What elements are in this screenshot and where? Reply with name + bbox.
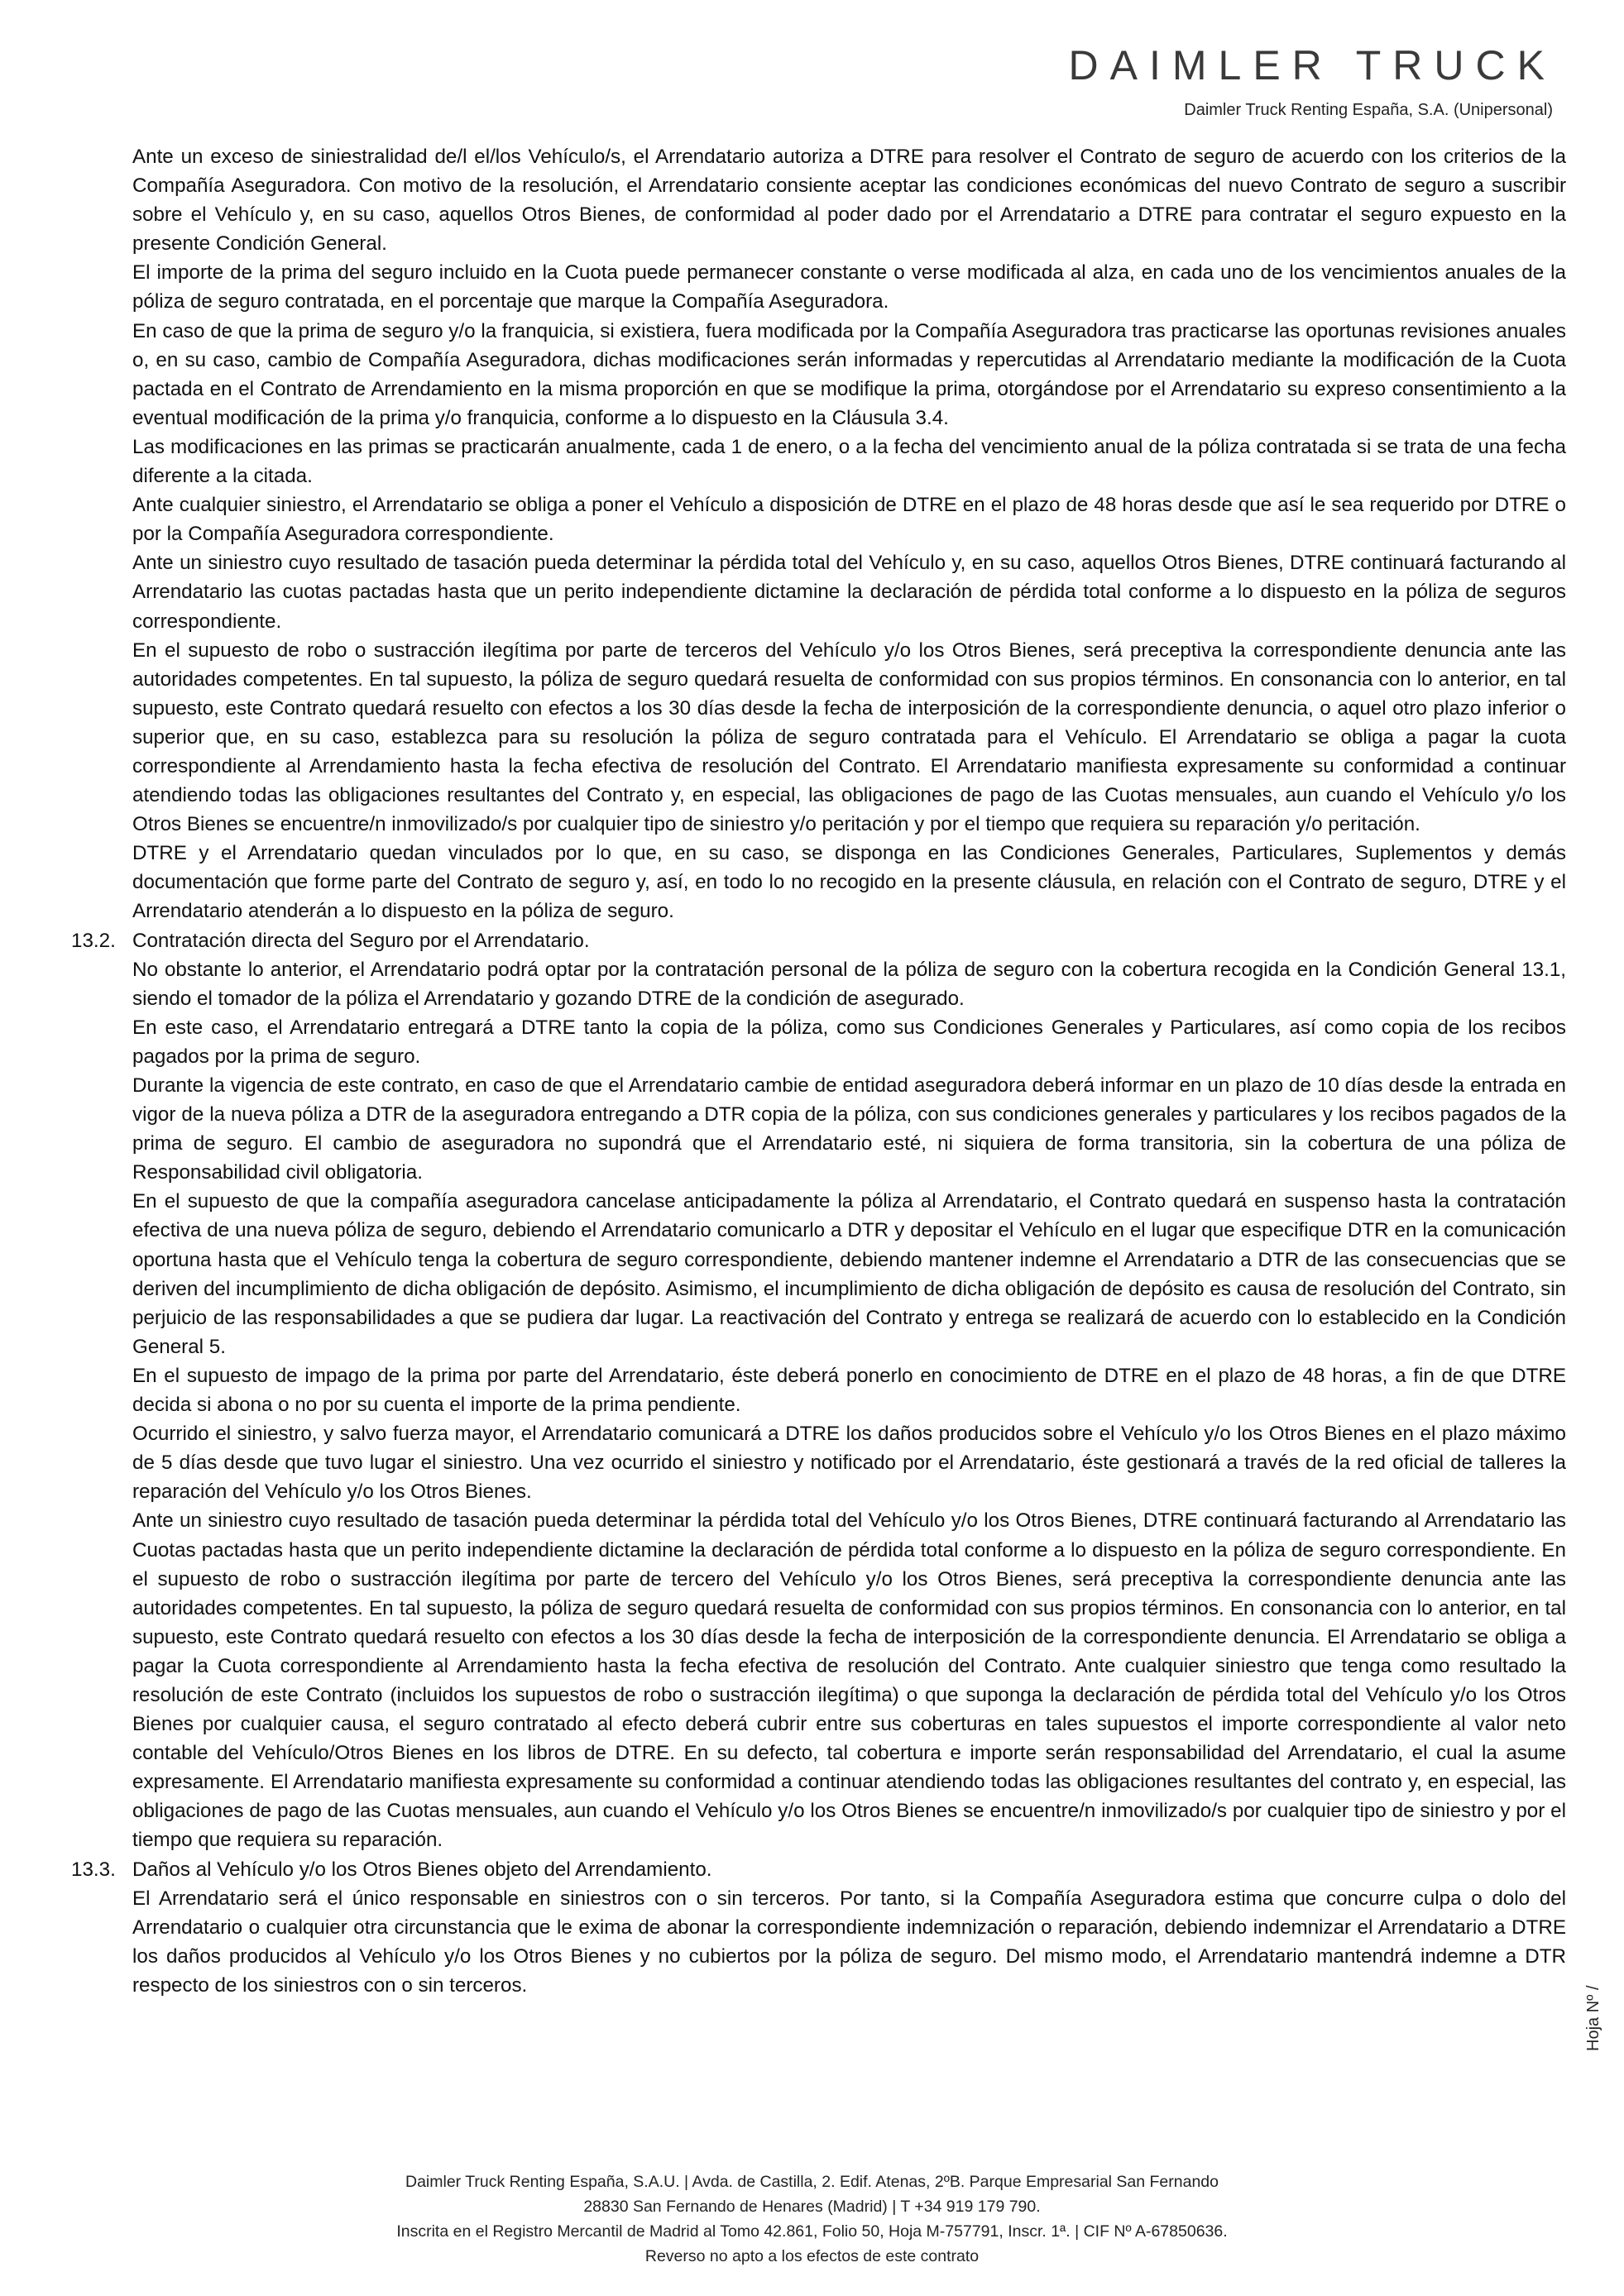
page-footer <box>0 2169 1624 2269</box>
body-paragraph: En el supuesto de impago de la prima por parte del Arrendatario, éste deberá ponerlo en conocimiento de DTRE en el plazo de 48 horas, a fin de que DTRE decida si abona o no por su cuenta el importe de la prima pendiente. <box>132 1364 1566 1417</box>
body-paragraph: El Arrendatario será el único responsable en siniestros con o sin terceros. Por tanto, si la Compañía Aseguradora estima que concurre culpa o dolo del Arrendatario o cualquier otra circunstancia que le exima de abonar la correspondiente indemnización o reparación, debiendo indemnizar el Arrendatario a DTRE los daños producidos al Vehículo y/o los Otros Bienes y no cubiertos por la póliza de seguro. Del mismo modo, el Arrendatario mantendrá indemne a DTR respecto de los siniestros con o sin terceros. <box>132 1887 1566 1997</box>
body-paragraph: Durante la vigencia de este contrato, en caso de que el Arrendatario cambie de entidad aseguradora deberá informar en un plazo de 10 días desde la entrada en vigor de la nueva póliza a DTR de la aseguradora entregando a DTR copia de la póliza, con sus condiciones generales y particulares y los recibos pagados de la prima de seguro. El cambio de aseguradora no supondrá que el Arrendatario esté, ni siquiera de forma transitoria, sin la cobertura de una póliza de Responsabilidad civil obligatoria. <box>132 1074 1566 1184</box>
body-paragraph: Ante un siniestro cuyo resultado de tasación pueda determinar la pérdida total del Vehículo y/o los Otros Bienes, DTRE continuará facturando al Arrendatario las Cuotas pactadas hasta que un perito independiente dictamine la declaración de pérdida total conforme a lo dispuesto en la póliza de seguro correspondiente. En el supuesto de robo o sustracción ilegítima por parte de tercero del Vehículo y/o los Otros Bienes, será preceptiva la correspondiente denuncia ante las autoridades competentes. En tal supuesto, la póliza de seguro quedará resuelta de conformidad con sus propios términos. En consonancia con lo anterior, en tal supuesto, este Contrato quedará resuelto con efectos a los 30 días desde la fecha de interposición de la correspondiente denuncia. El Arrendatario se obliga a pagar la Cuota correspondiente al Arrendamiento hasta la fecha efectiva de resolución del Contrato. Ante cualquier siniestro que tenga como resultado la resolución de este Contrato (incluidos los supuestos de robo o sustracción ilegítima) o que suponga la declaración de pérdida total del Vehículo y/o los Otros Bienes por cualquier causa, el seguro contratado al efecto deberá cubrir entre sus coberturas en tales supuestos el importe correspondiente al valor neto contable del Vehículo/Otros Bienes en los libros de DTRE. En su defecto, tal cobertura e importe serán responsabilidad del Arrendatario, el cual la asume expresamente. El Arrendatario manifiesta expresamente su conformidad a continuar atendiendo todas las obligaciones resultantes del contrato y, en especial, las obligaciones de pago de las Cuotas mensuales, aun cuando el Vehículo y/o los Otros Bienes se encuentre/n inmovilizado/s por cualquier tipo de siniestro y por el tiempo que requiera su reparación. <box>132 1509 1566 1852</box>
section-title: Daños al Vehículo y/o los Otros Bienes objeto del Arrendamiento. <box>132 1858 712 1881</box>
footer-line-address: Daimler Truck Renting España, S.A.U. | Avda. de Castilla, 2. Edif. Atenas, 2ºB. Parque Empresarial San Fernando <box>405 2173 1219 2191</box>
body-paragraph: En caso de que la prima de seguro y/o la franquicia, si existiera, fuera modificada por la Compañía Aseguradora tras practicarse las oportunas revisiones anuales o, en su caso, cambio de Compañía Aseguradora, dichas modificaciones serán informadas y repercutidas al Arrendatario mediante la modificación de la Cuota pactada en el Contrato de Arrendamiento en la misma proporción en que se modifique la prima, otorgándose por el Arrendatario su expreso consentimiento a la eventual modificación de la prima y/o franquicia, conforme a lo dispuesto en la Cláusula 3.4. <box>132 319 1566 429</box>
section-13-3 <box>71 1855 1566 1884</box>
company-legal-name: Daimler Truck Renting España, S.A. (Unipersonal) <box>1184 101 1553 119</box>
body-paragraph: Las modificaciones en las primas se practicarán anualmente, cada 1 de enero, o a la fecha del vencimiento anual de la póliza contratada si se trata de una fecha diferente a la citada. <box>132 435 1566 488</box>
company-logo: DAIMLER TRUCK <box>1068 42 1556 88</box>
body-paragraph: Ante un exceso de siniestralidad de/l el/los Vehículo/s, el Arrendatario autoriza a DTRE para resolver el Contrato de seguro de acuerdo con los criterios de la Compañía Aseguradora. Con motivo de la resolución, el Arrendatario consiente aceptar las condiciones económicas del nuevo Contrato de seguro a suscribir sobre el Vehículo y, en su caso, aquellos Otros Bienes, de conformidad al poder dado por el Arrendatario a DTRE para contratar el seguro expuesto en la presente Condición General. <box>132 146 1566 256</box>
document-body <box>71 142 1566 2000</box>
body-paragraph: No obstante lo anterior, el Arrendatario podrá optar por la contratación personal de la póliza de seguro con la cobertura recogida en la Condición General 13.1, siendo el tomador de la póliza el Arrendatario y gozando DTRE de la condición de asegurado. <box>132 958 1566 1010</box>
footer-line-city-phone: 28830 San Fernando de Henares (Madrid) | T +34 919 179 790. <box>583 2198 1041 2216</box>
section-13-2 <box>71 926 1566 955</box>
body-paragraph: DTRE y el Arrendatario quedan vinculados por lo que, en su caso, se disponga en las Condiciones Generales, Particulares, Suplementos y demás documentación que forme parte del Contrato de seguro y, así, en todo lo no recogido en la presente cláusula, en relación con el Contrato de seguro, DTRE y el Arrendatario atenderán a lo dispuesto en la póliza de seguro. <box>132 842 1566 923</box>
body-paragraph: Ante cualquier siniestro, el Arrendatario se obliga a poner el Vehículo a disposición de DTRE en el plazo de 48 horas desde que así le sea requerido por DTRE o por la Compañía Aseguradora correspondiente. <box>132 494 1566 546</box>
body-paragraph: En este caso, el Arrendatario entregará a DTRE tanto la copia de la póliza, como sus Condiciones Generales y Particulares, así como copia de los recibos pagados por la prima de seguro. <box>132 1016 1566 1068</box>
body-paragraph: En el supuesto de robo o sustracción ilegítima por parte de terceros del Vehículo y/o los Otros Bienes, será preceptiva la correspondiente denuncia ante las autoridades competentes. En tal supuesto, la póliza de seguro quedará resuelta de conformidad con sus propios términos. En consonancia con lo anterior, en tal supuesto, este Contrato quedará resuelto con efectos a los 30 días desde la fecha de interposición de la correspondiente denuncia, o aquel otro plazo inferior o superior que, en su caso, establezca para su resolución la póliza de seguro contratada para el Vehículo. El Arrendatario se obliga a pagar la cuota correspondiente al Arrendamiento hasta la fecha efectiva de resolución del Contrato. El Arrendatario manifiesta expresamente su conformidad a continuar atendiendo todas las obligaciones resultantes del Contrato y, en especial, las obligaciones de pago de las Cuotas mensuales, aun cuando el Vehículo y/o los Otros Bienes se encuentre/n inmovilizado/s por cualquier tipo de siniestro y/o peritación y por el tiempo que requiera su reparación y/o peritación. <box>132 639 1566 836</box>
page-sheet-label: Hoja Nº / <box>1584 1985 1602 2051</box>
body-paragraph: El importe de la prima del seguro incluido en la Cuota puede permanecer constante o verse modificada al alza, en cada uno de los vencimientos anuales de la póliza de seguro contratada, en el porcentaje que marque la Compañía Aseguradora. <box>132 261 1566 313</box>
section-number: 13.2. <box>71 929 116 952</box>
body-paragraph: Ante un siniestro cuyo resultado de tasación pueda determinar la pérdida total del Vehículo y, en su caso, aquellos Otros Bienes, DTRE continuará facturando al Arrendatario las cuotas pactadas hasta que un perito independiente dictamine la declaración de pérdida total conforme a lo dispuesto en la póliza de seguros correspondiente. <box>132 552 1566 633</box>
footer-line-registry: Inscrita en el Registro Mercantil de Madrid al Tomo 42.861, Folio 50, Hoja M-757791, Inscr. 1ª. | CIF Nº A-67850636. <box>396 2222 1228 2241</box>
body-paragraph: Ocurrido el siniestro, y salvo fuerza mayor, el Arrendatario comunicará a DTRE los daños producidos sobre el Vehículo y/o los Otros Bienes en el plazo máximo de 5 días desde que tuvo lugar el siniestro. Una vez ocurrido el siniestro y notificado por el Arrendatario, éste gestionará a través de la red oficial de talleres la reparación del Vehículo y/o los Otros Bienes. <box>132 1423 1566 1504</box>
footer-line-reverse-note: Reverso no apto a los efectos de este contrato <box>644 2247 980 2265</box>
body-paragraph: En el supuesto de que la compañía aseguradora cancelase anticipadamente la póliza al Arrendatario, el Contrato quedará en suspenso hasta la contratación efectiva de una nueva póliza de seguro, debiendo el Arrendatario comunicarlo a DTR y depositar el Vehículo en el lugar que especifique DTR en la comunicación oportuna hasta que el Vehículo tenga la cobertura de seguro correspondiente, debiendo mantener indemne el Arrendatario a DTR de las consecuencias que se deriven del incumplimiento de dicha obligación de depósito. Asimismo, el incumplimiento de dicha obligación de depósito es causa de resolución del Contrato, sin perjuicio de las responsabilidades a que se pudiera dar lugar. La reactivación del Contrato y entrega se realizará de acuerdo con lo establecido en la Condición General 5. <box>132 1190 1566 1358</box>
section-title: Contratación directa del Seguro por el Arrendatario. <box>132 929 590 952</box>
section-number: 13.3. <box>71 1858 116 1881</box>
